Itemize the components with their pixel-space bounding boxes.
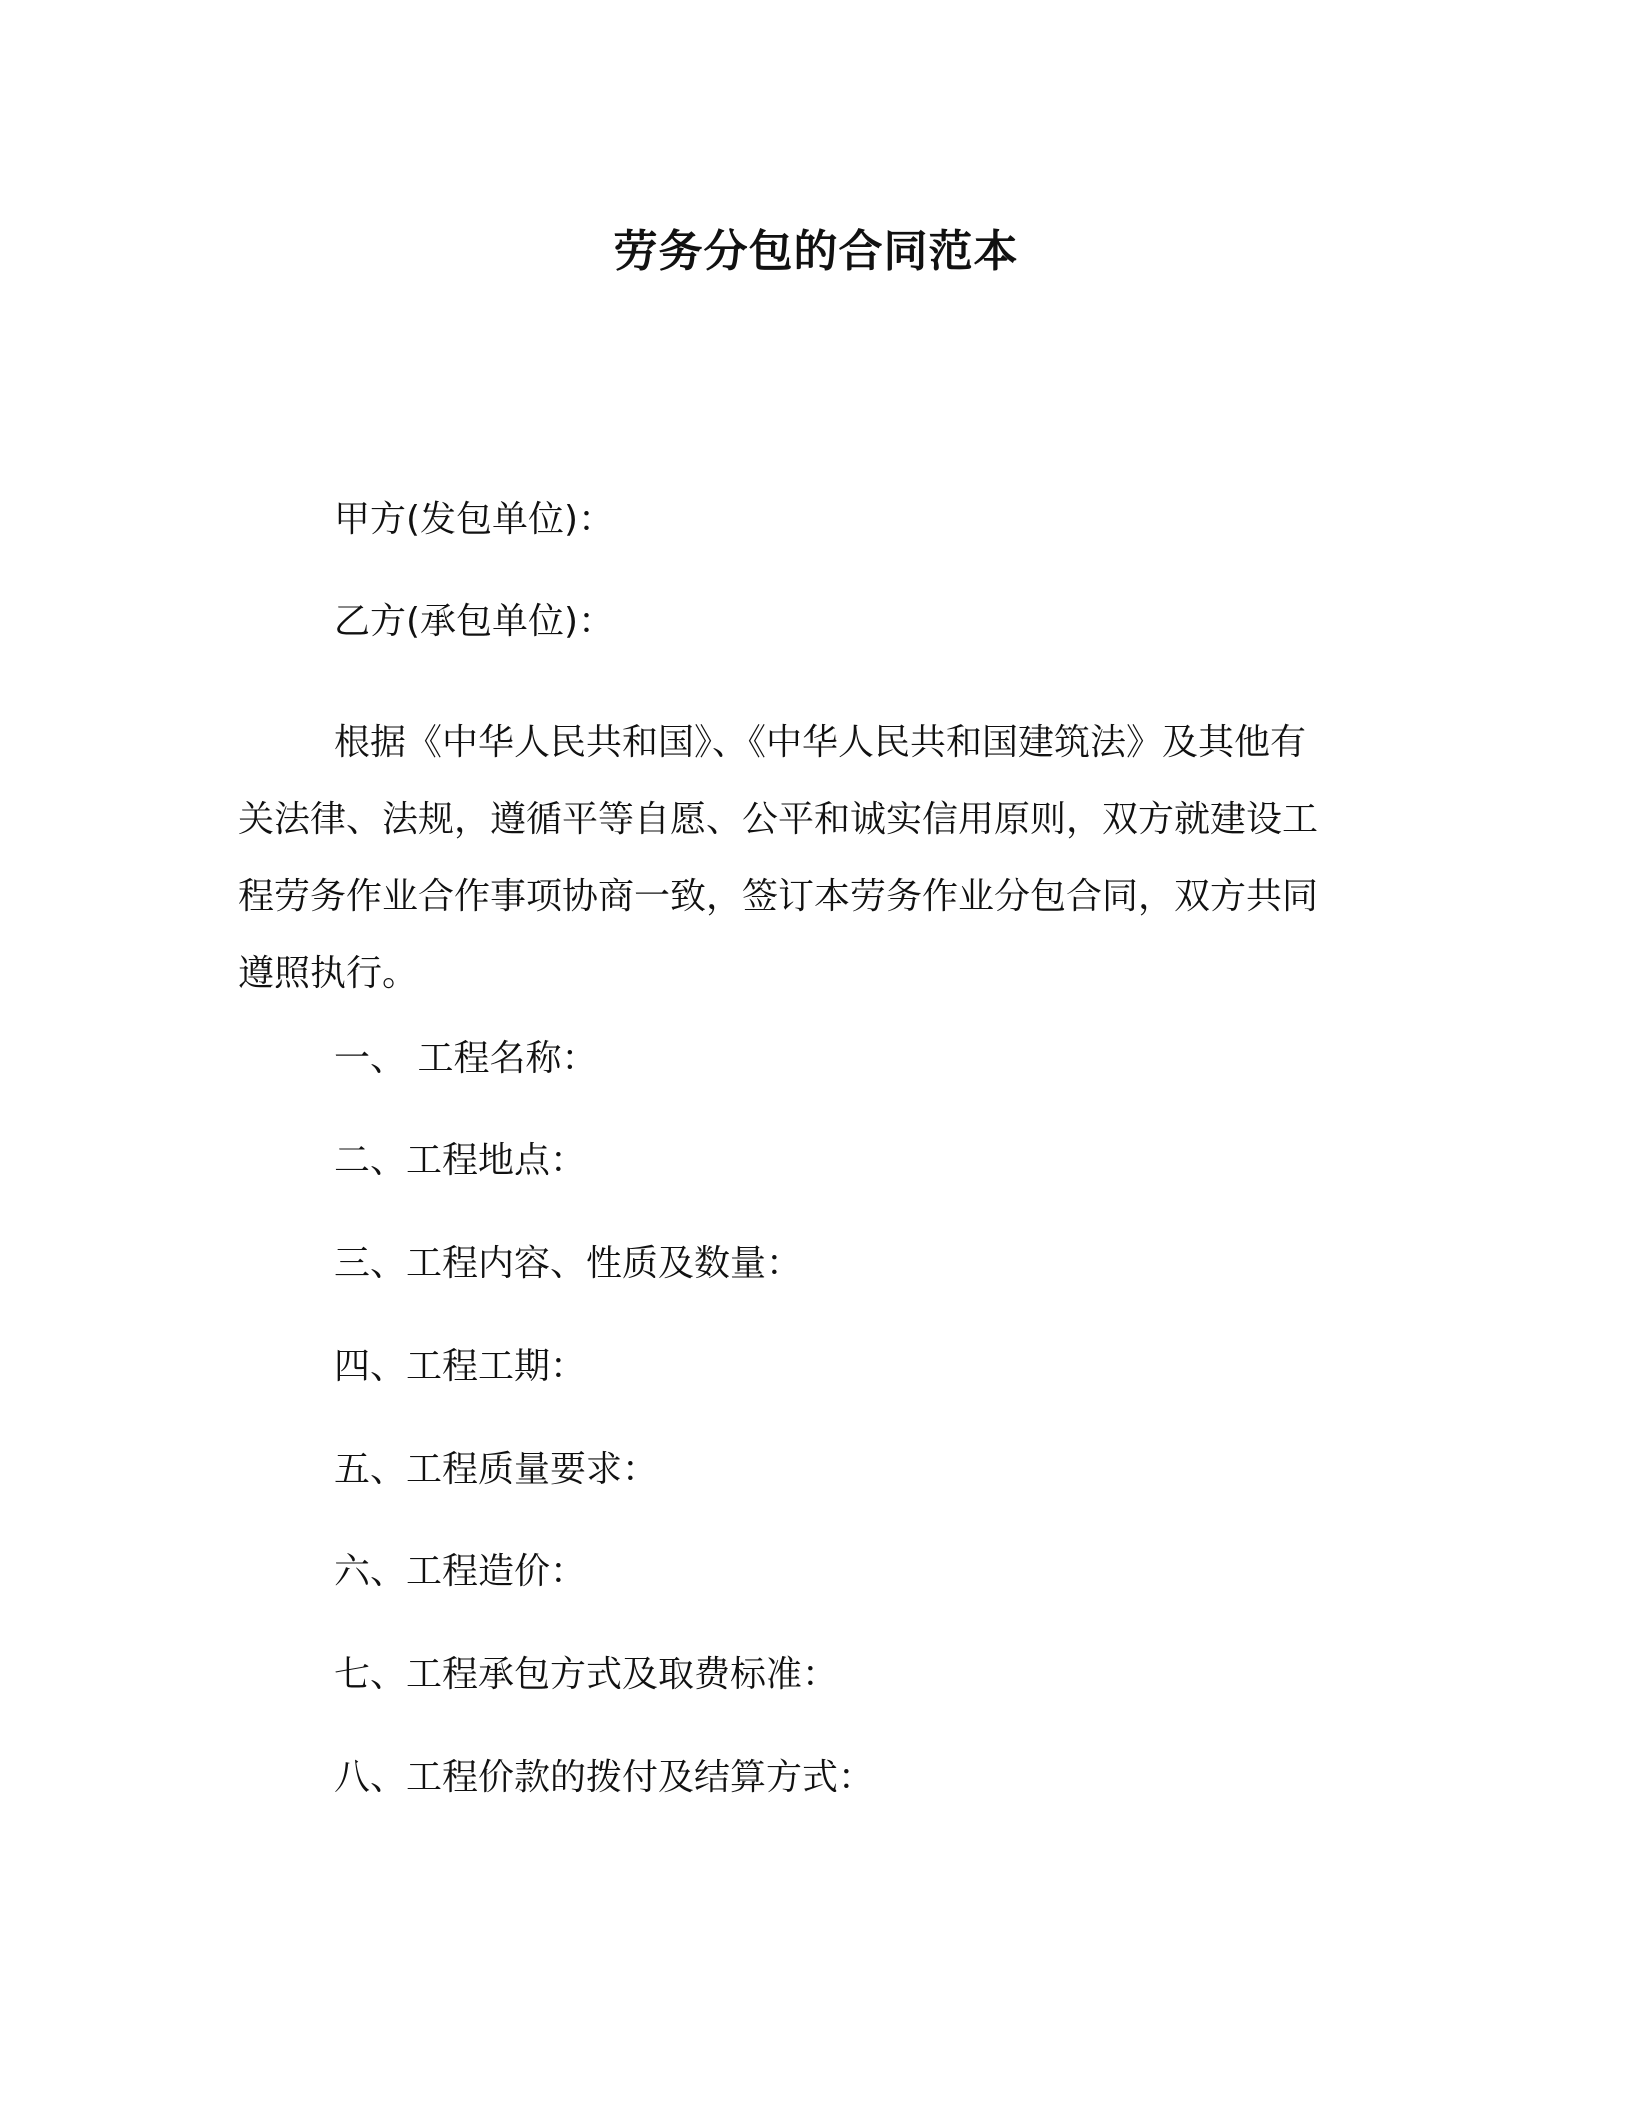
intro-line-4: 遵照执行。 <box>238 953 419 994</box>
clause-2: 二、工程地点： <box>334 1140 587 1181</box>
clause-6: 六、工程造价： <box>334 1551 587 1592</box>
clause-4: 四、工程工期： <box>334 1346 587 1387</box>
clause-5: 五、工程质量要求： <box>334 1449 659 1490</box>
intro-paragraph <box>238 704 1378 1012</box>
party-b-line: 乙方(承包单位)： <box>334 601 615 642</box>
clause-3: 三、工程内容、性质及数量： <box>334 1243 803 1284</box>
clause-8: 八、工程价款的拨付及结算方式： <box>334 1757 875 1798</box>
document-title: 劳务分包的合同范本 <box>613 226 1019 277</box>
intro-line-1: 根据《中华人民共和国》、《中华人民共和国建筑法》及其他有 <box>334 722 1307 763</box>
clause-7: 七、工程承包方式及取费标准： <box>334 1654 839 1695</box>
intro-line-2: 关法律、法规，遵循平等自愿、公平和诚实信用原则，双方就建设工 <box>238 799 1319 840</box>
party-a-line: 甲方(发包单位)： <box>334 499 615 540</box>
clause-1: 一、 工程名称： <box>334 1038 598 1079</box>
intro-line-3: 程劳务作业合作事项协商一致，签订本劳务作业分包合同，双方共同 <box>238 876 1319 917</box>
